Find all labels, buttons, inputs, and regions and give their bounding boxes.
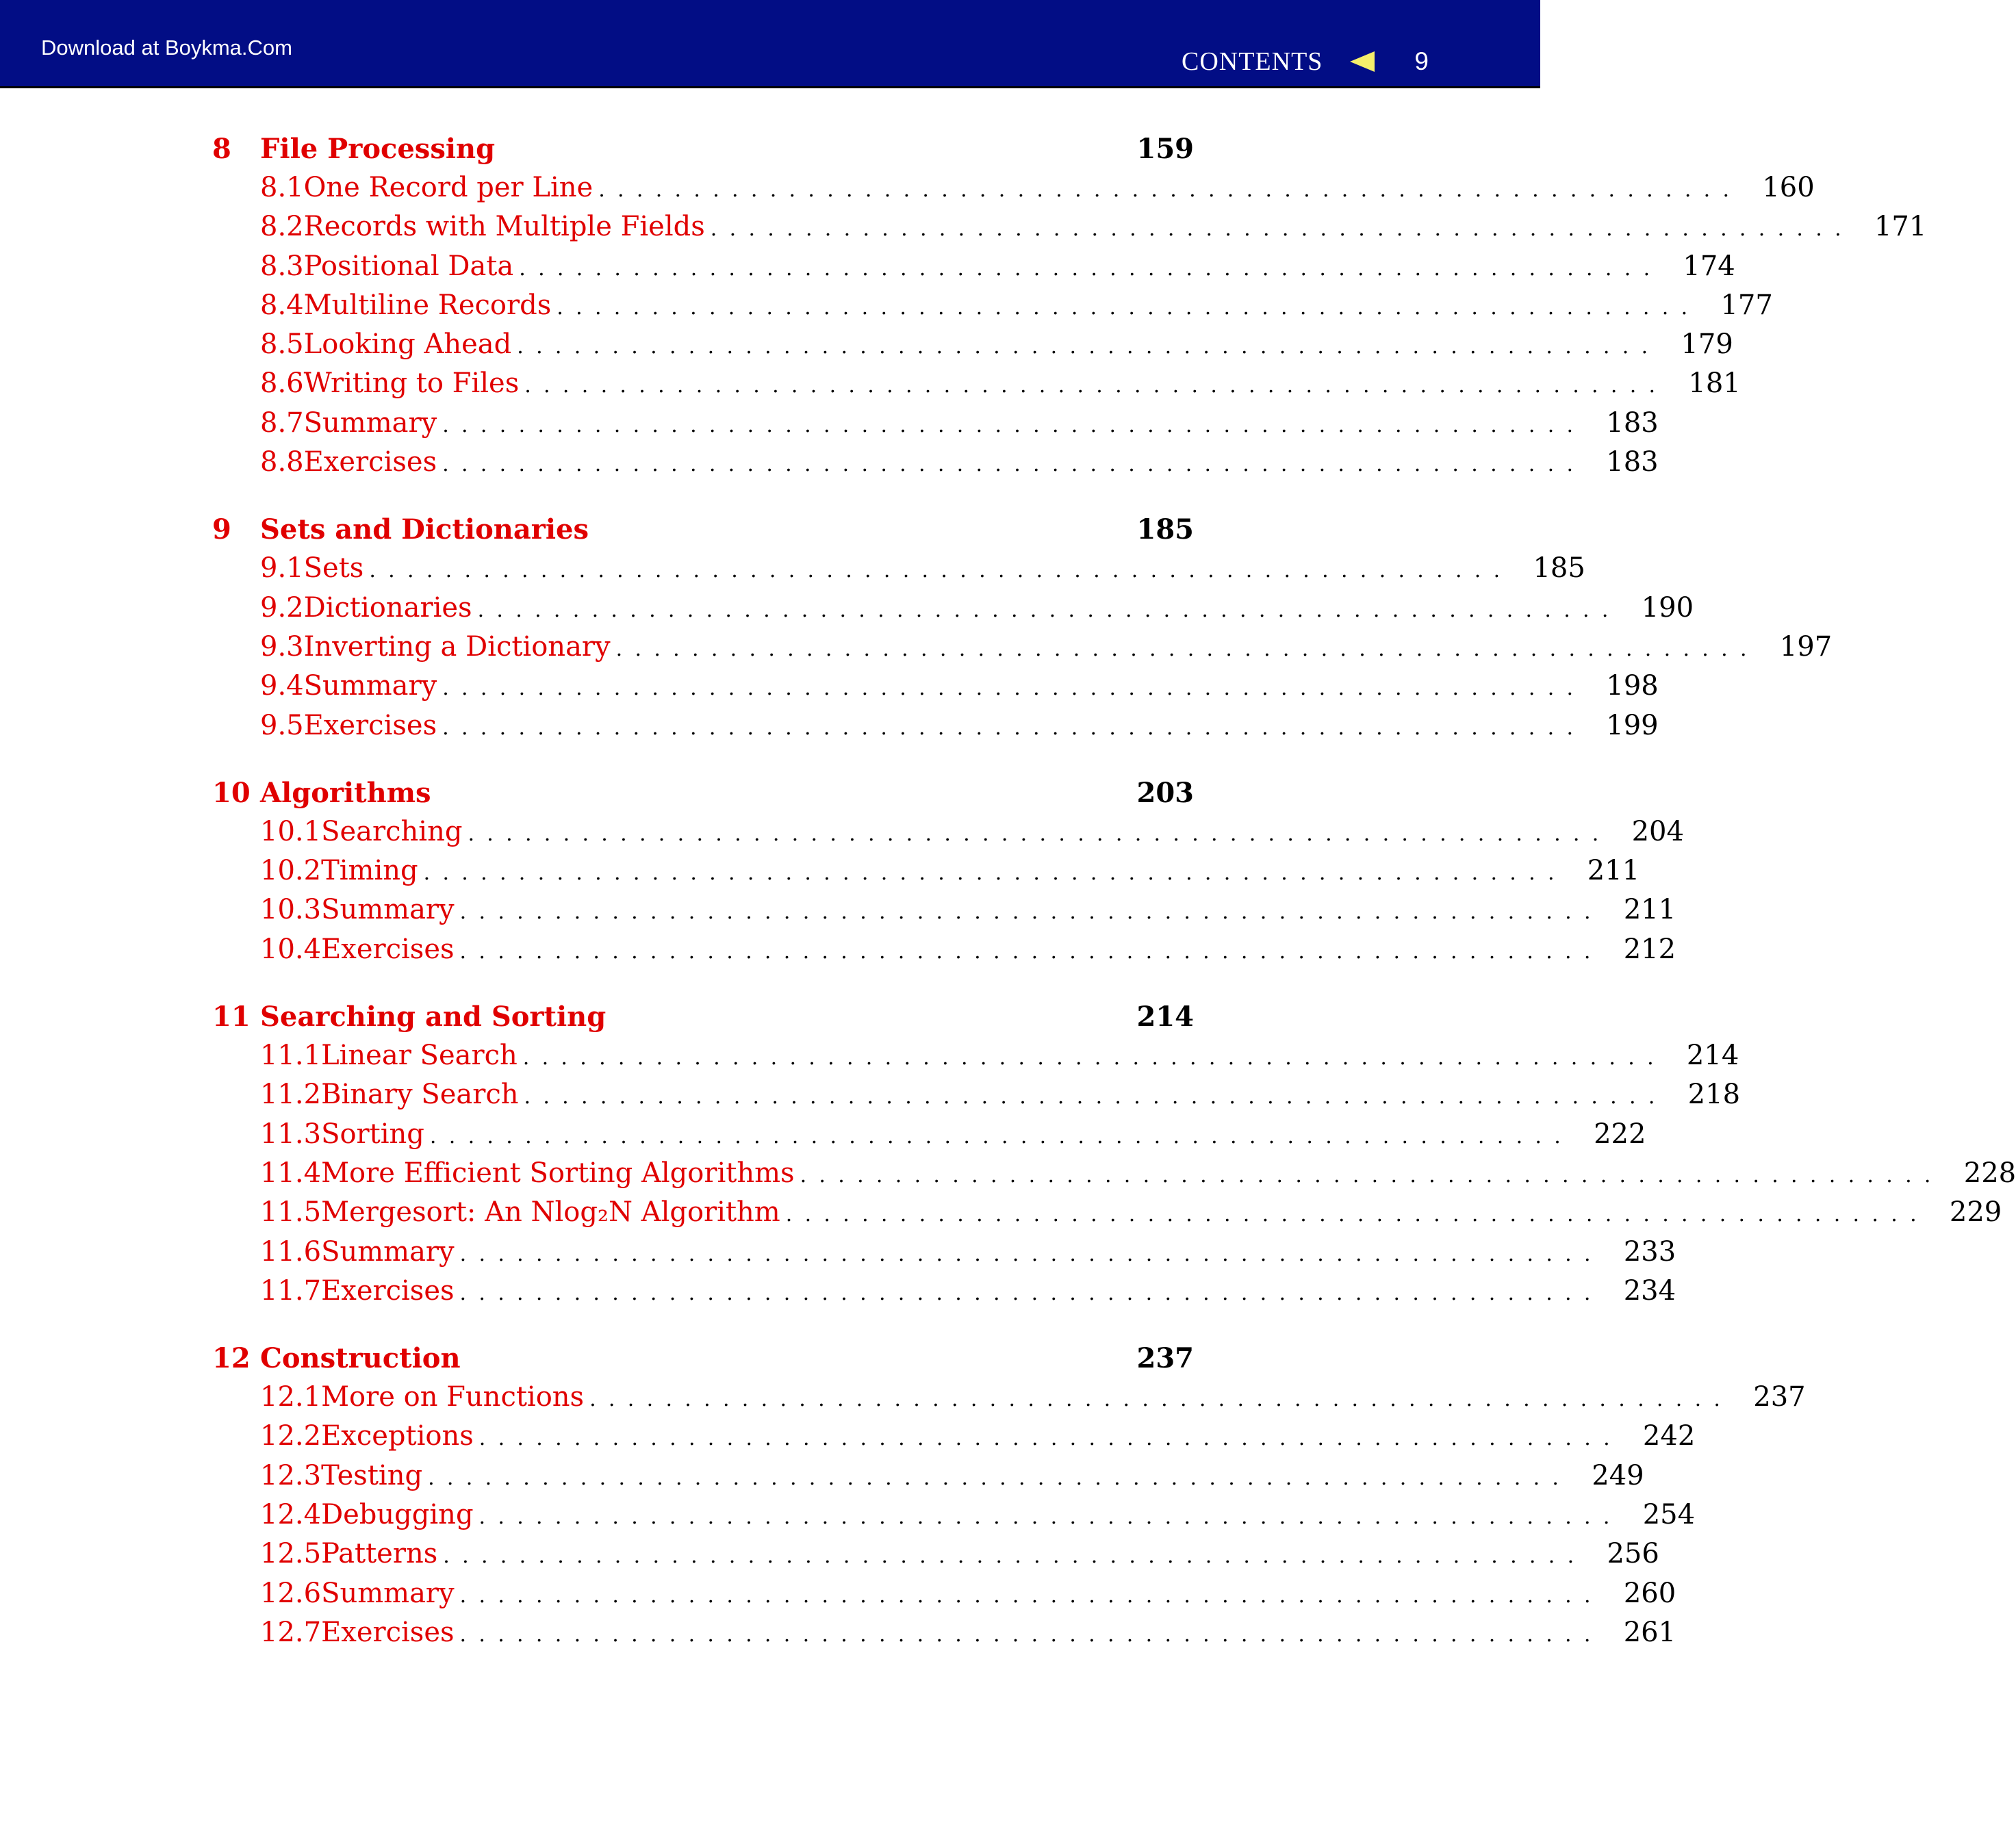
chapter-title[interactable]: Construction [260, 1342, 461, 1375]
section-page: 261 [1623, 1616, 1676, 1648]
section-number[interactable]: 12.3 [260, 1459, 322, 1491]
section-entry[interactable] [212, 589, 1694, 628]
section-title[interactable]: Mergesort: An Nlog₂N Algorithm [321, 1196, 780, 1229]
chapter-number[interactable]: 12 [212, 1342, 251, 1375]
section-title[interactable]: Sorting [321, 1118, 424, 1150]
dot-leader: ............................................................ [429, 1124, 1574, 1148]
section-entry[interactable] [212, 443, 1659, 482]
section-page: 229 [1949, 1196, 2002, 1229]
section-number[interactable]: 11.6 [260, 1235, 322, 1268]
section-number[interactable]: 10.4 [260, 933, 322, 965]
section-page: 234 [1623, 1274, 1676, 1307]
dot-leader: ............................................................ [459, 1242, 1603, 1266]
dot-leader: ............................................................ [598, 178, 1742, 202]
section-entry[interactable] [212, 1154, 2016, 1193]
dot-leader: ............................................................ [522, 1046, 1666, 1070]
section-number[interactable]: 10.2 [260, 855, 322, 887]
section-page: 211 [1587, 855, 1640, 887]
chapter-entry[interactable] [212, 773, 1194, 812]
section-entry[interactable] [212, 1574, 1676, 1613]
section-page: 222 [1594, 1118, 1646, 1150]
chapter-page: 203 [1136, 776, 1194, 809]
dot-leader: ............................................................ [557, 295, 1700, 320]
section-title[interactable]: Positional Data [303, 250, 514, 282]
section-number[interactable]: 11.2 [260, 1079, 322, 1111]
section-page: 204 [1631, 815, 1684, 847]
section-page: 185 [1533, 552, 1585, 585]
dot-leader: ............................................................ [477, 598, 1621, 622]
section-title[interactable]: Summary [321, 1235, 455, 1268]
section-page: 228 [1963, 1157, 2016, 1189]
section-title[interactable]: Summary [303, 407, 437, 439]
section-title[interactable]: Exercises [321, 1616, 455, 1648]
section-entry[interactable] [212, 1613, 1676, 1652]
dot-leader: ............................................................ [442, 413, 1586, 437]
section-title[interactable]: Writing to Files [303, 368, 520, 400]
section-entry[interactable] [212, 325, 1733, 364]
section-page: 212 [1623, 933, 1676, 965]
section-number[interactable]: 12.5 [260, 1538, 322, 1570]
section-page: 237 [1753, 1381, 1806, 1413]
section-entry[interactable] [212, 628, 1833, 667]
section-title[interactable]: One Record per Line [303, 172, 594, 203]
dot-leader: ............................................................ [710, 217, 1854, 242]
dot-leader: ............................................................ [459, 1281, 1603, 1305]
section-entry[interactable] [212, 1417, 1696, 1456]
section-entry[interactable] [212, 1456, 1644, 1496]
contents-link[interactable]: CONTENTS [1181, 47, 1323, 76]
dot-leader: ............................................................ [442, 715, 1586, 740]
section-number[interactable]: 8.7 [260, 407, 304, 439]
section-entry[interactable] [212, 706, 1659, 745]
section-title[interactable]: Multiline Records [303, 289, 552, 321]
section-title[interactable]: Looking Ahead [303, 329, 512, 361]
dot-leader: ............................................................ [442, 676, 1586, 701]
section-title[interactable]: Summary [303, 670, 437, 702]
section-page: 218 [1687, 1079, 1741, 1111]
section-page: 197 [1779, 630, 1833, 663]
dot-leader: ............................................................ [459, 1583, 1603, 1608]
dot-leader: ............................................................ [423, 861, 1567, 886]
chapter-page: 185 [1136, 513, 1194, 546]
section-page: 171 [1874, 211, 1927, 243]
section-number[interactable]: 10.3 [260, 894, 322, 926]
section-page: 242 [1642, 1420, 1696, 1452]
chapter-number[interactable]: 8 [212, 133, 231, 165]
section-entry[interactable] [212, 1036, 1739, 1075]
dot-leader: ............................................................ [479, 1505, 1622, 1530]
section-page: 183 [1606, 407, 1659, 439]
section-page: 211 [1623, 894, 1676, 926]
section-entry[interactable] [212, 1535, 1659, 1574]
section-title[interactable]: Exercises [303, 709, 437, 741]
chapter-page: 237 [1136, 1342, 1194, 1375]
section-number[interactable]: 11.3 [260, 1118, 322, 1150]
section-page: 177 [1720, 289, 1773, 321]
dot-leader: ............................................................ [459, 939, 1603, 964]
section-number[interactable]: 11.7 [260, 1274, 322, 1307]
section-page: 249 [1592, 1459, 1644, 1491]
section-page: 199 [1606, 709, 1659, 741]
section-page: 190 [1641, 591, 1694, 624]
chapter-entry[interactable] [212, 129, 1194, 168]
section-title[interactable]: Debugging [321, 1499, 474, 1531]
section-title[interactable]: Summary [321, 1577, 455, 1609]
section-entry[interactable] [212, 247, 1735, 286]
section-number[interactable]: 10.1 [260, 815, 322, 847]
section-title[interactable]: More Efficient Sorting Algorithms [321, 1157, 795, 1189]
watermark-text: Download at Boykma.Com [41, 36, 292, 60]
section-number[interactable]: 11.5 [260, 1196, 322, 1229]
section-number[interactable]: 12.1 [260, 1381, 322, 1413]
section-page: 233 [1623, 1235, 1676, 1268]
section-title[interactable]: Timing [321, 855, 418, 887]
chapter-group [212, 510, 1833, 745]
section-number[interactable]: 12.6 [260, 1577, 322, 1609]
section-page: 198 [1606, 670, 1659, 702]
dot-leader: ............................................................ [800, 1163, 1943, 1188]
section-number[interactable]: 12.7 [260, 1616, 322, 1648]
section-number[interactable]: 8.3 [260, 250, 304, 282]
chapter-number[interactable]: 10 [212, 776, 251, 809]
section-page: 179 [1681, 329, 1733, 361]
section-number[interactable]: 9.1 [260, 552, 304, 585]
section-page: 160 [1762, 172, 1815, 203]
chapter-group [212, 997, 2016, 1311]
section-number[interactable]: 8.4 [260, 289, 304, 321]
section-title[interactable]: More on Functions [321, 1381, 585, 1413]
section-page: 183 [1606, 446, 1659, 478]
section-entry[interactable] [212, 1193, 2002, 1232]
dot-leader: ............................................................ [442, 452, 1586, 477]
section-entry[interactable] [212, 549, 1585, 588]
section-title[interactable]: Exercises [303, 446, 437, 478]
section-entry[interactable] [212, 667, 1659, 706]
section-title[interactable]: Searching [321, 815, 463, 847]
section-title[interactable]: Binary Search [321, 1079, 519, 1111]
chapter-number[interactable]: 11 [212, 1001, 251, 1034]
section-title[interactable]: Linear Search [321, 1040, 518, 1072]
section-number[interactable]: 9.5 [260, 709, 304, 741]
section-number[interactable]: 11.4 [260, 1157, 322, 1189]
dot-leader: ............................................................ [589, 1387, 1733, 1412]
section-number[interactable]: 8.5 [260, 329, 304, 361]
section-number[interactable]: 9.3 [260, 630, 304, 663]
dot-leader: ............................................................ [524, 374, 1668, 398]
section-title[interactable]: Sets [303, 552, 364, 585]
dot-leader: ............................................................ [519, 256, 1663, 281]
section-entry[interactable] [212, 1233, 1676, 1272]
table-of-contents [212, 129, 2016, 1680]
chapter-title[interactable]: Searching and Sorting [260, 1001, 607, 1034]
section-entry[interactable] [212, 890, 1676, 929]
dot-leader: ............................................................ [459, 1622, 1603, 1647]
section-entry[interactable] [212, 1272, 1676, 1311]
section-title[interactable]: Exercises [321, 1274, 455, 1307]
section-title[interactable]: Dictionaries [303, 591, 472, 624]
section-page: 254 [1642, 1499, 1696, 1531]
chapter-page: 159 [1136, 133, 1194, 165]
dot-leader: ............................................................ [443, 1544, 1587, 1569]
section-entry[interactable] [212, 404, 1659, 443]
dot-leader: ............................................................ [468, 821, 1611, 846]
chapter-entry[interactable] [212, 1339, 1194, 1378]
section-page: 214 [1686, 1040, 1739, 1072]
section-number[interactable]: 9.2 [260, 591, 304, 624]
chapter-entry[interactable] [212, 997, 1194, 1036]
section-entry[interactable] [212, 364, 1741, 403]
section-entry[interactable] [212, 812, 1684, 851]
header-bar [0, 0, 1540, 88]
chapter-title[interactable]: Sets and Dictionaries [260, 513, 589, 546]
chapter-title[interactable]: Algorithms [260, 776, 431, 809]
dot-leader: ............................................................ [479, 1426, 1622, 1451]
dot-leader: ............................................................ [517, 335, 1661, 359]
dot-leader: ............................................................ [369, 559, 1513, 583]
section-entry[interactable] [212, 1115, 1646, 1154]
section-entry[interactable] [212, 851, 1640, 890]
dot-leader: ............................................................ [459, 900, 1603, 925]
page-number: 9 [1414, 47, 1429, 75]
section-number[interactable]: 11.1 [260, 1040, 322, 1072]
section-page: 260 [1623, 1577, 1676, 1609]
chapter-group [212, 1339, 1806, 1652]
section-number[interactable]: 12.2 [260, 1420, 322, 1452]
section-entry[interactable] [212, 286, 1773, 325]
dot-leader: ............................................................ [615, 637, 1759, 661]
section-number[interactable]: 8.2 [260, 211, 304, 243]
chapter-number[interactable]: 9 [212, 513, 231, 546]
chapter-title[interactable]: File Processing [260, 133, 496, 165]
dot-leader: ............................................................ [524, 1085, 1668, 1109]
section-number[interactable]: 8.1 [260, 172, 304, 203]
section-number[interactable]: 8.6 [260, 368, 304, 400]
section-title[interactable]: Patterns [321, 1538, 438, 1570]
chapter-entry[interactable] [212, 510, 1194, 549]
chapter-page: 214 [1136, 1001, 1194, 1034]
dot-leader: ............................................................ [428, 1465, 1572, 1490]
section-number[interactable]: 9.4 [260, 670, 304, 702]
section-entry[interactable] [212, 1075, 1741, 1114]
section-number[interactable]: 8.8 [260, 446, 304, 478]
dot-leader: ............................................................ [785, 1203, 1929, 1227]
header-nav [1182, 47, 1429, 77]
section-title[interactable]: Exercises [321, 933, 455, 965]
section-entry[interactable] [212, 207, 1927, 246]
section-entry[interactable] [212, 930, 1676, 969]
section-page: 174 [1683, 250, 1735, 282]
section-title[interactable]: Records with Multiple Fields [303, 211, 705, 243]
section-title[interactable]: Inverting a Dictionary [303, 630, 611, 663]
chapter-group [212, 129, 1927, 482]
section-entry[interactable] [212, 1378, 1806, 1417]
section-title[interactable]: Exceptions [321, 1420, 474, 1452]
section-entry[interactable] [212, 168, 1815, 207]
left-triangle-icon[interactable] [1350, 51, 1375, 72]
chapter-group [212, 773, 1684, 969]
section-page: 181 [1688, 368, 1741, 400]
section-page: 256 [1607, 1538, 1659, 1570]
section-number[interactable]: 12.4 [260, 1499, 322, 1531]
section-title[interactable]: Summary [321, 894, 455, 926]
section-title[interactable]: Testing [321, 1459, 423, 1491]
section-entry[interactable] [212, 1496, 1696, 1535]
